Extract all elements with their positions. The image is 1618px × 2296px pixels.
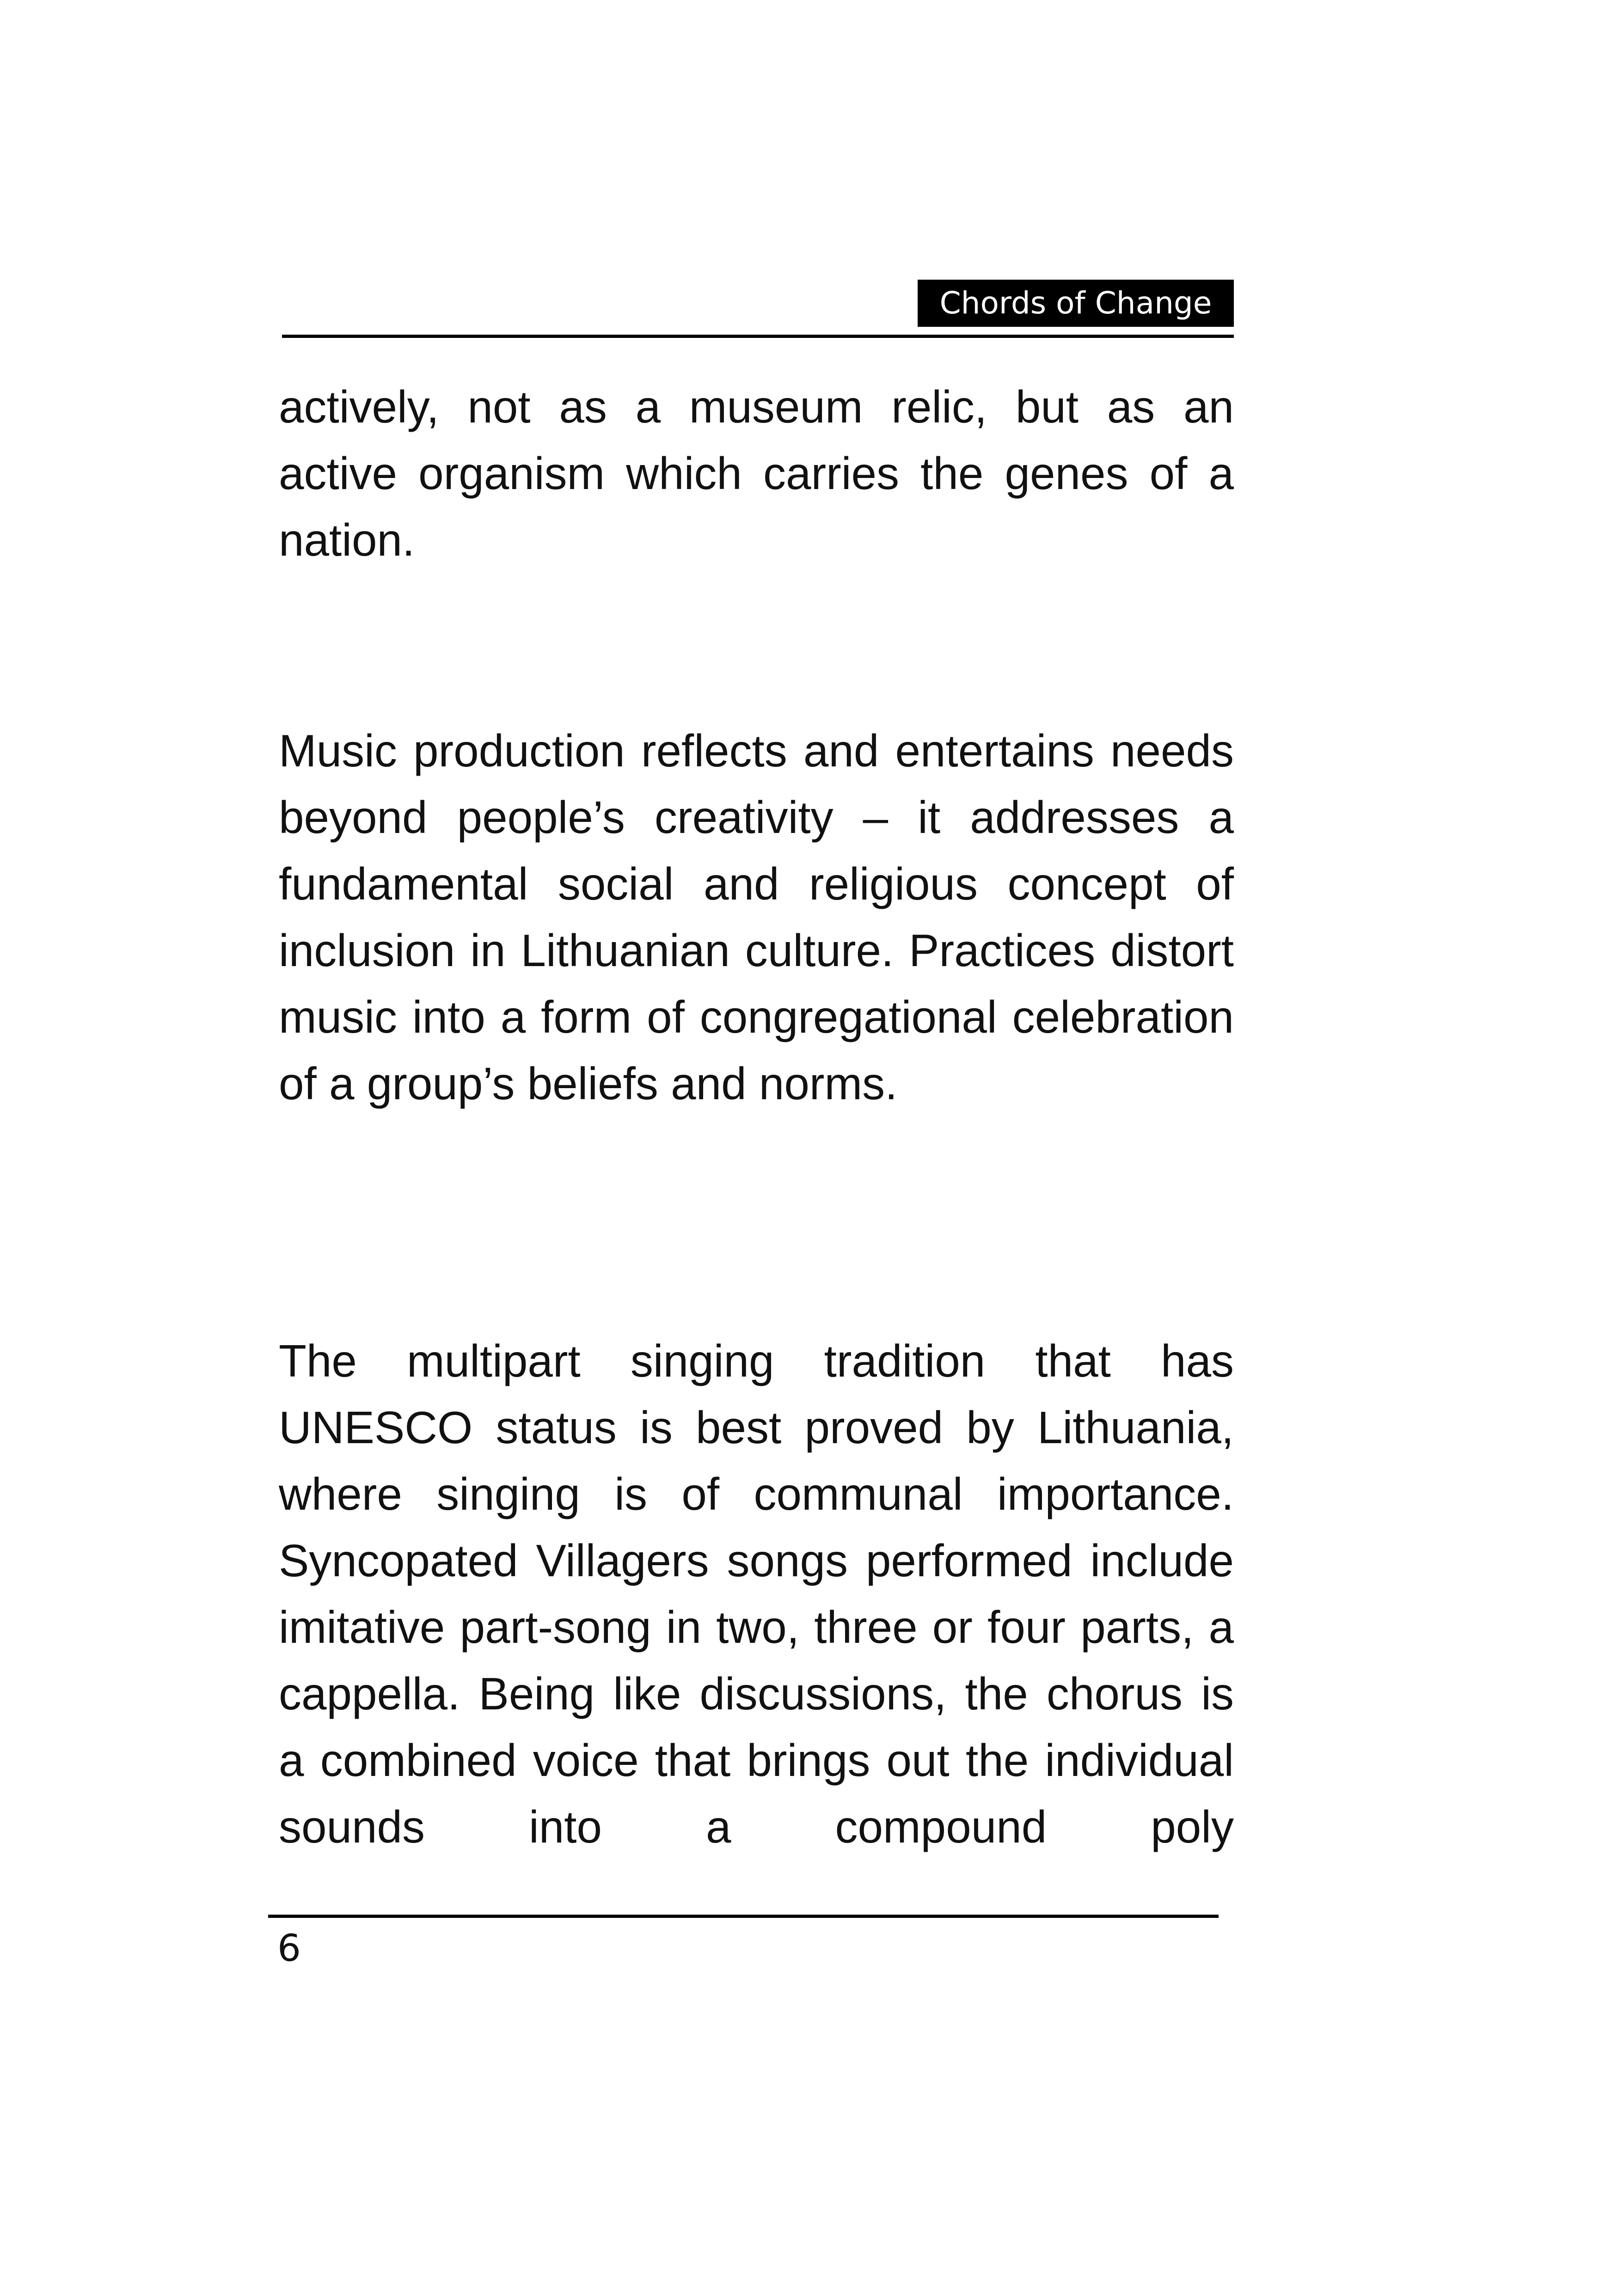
body-paragraph-1: actively, not as a museum relic, but as an active organism which carries the genes of a nation. (279, 381, 1234, 565)
body-paragraph-3: The multipart singing tradition that has UNESCO status is best proved by Lithuania, where singing is of communal importance. Syncopated Villagers songs performed include imitative part-song in two, three or four parts, a cappella. Being like discussions, the chorus is a combined voice that brings out the individual sounds into a compound poly (279, 1335, 1234, 1852)
header-rule (282, 335, 1234, 338)
footer-rule (268, 1915, 1219, 1918)
body-paragraph-2: Music production reflects and entertains needs beyond people’s creativity – it addresses a fundamental social and religious concept of inclusion in Lithuanian culture. Practices distort music into a form of congregational celebration of a group’s beliefs and norms. (279, 725, 1234, 1109)
running-header-title: Chords of Change (918, 280, 1234, 327)
page-number: 6 (277, 1927, 301, 1970)
